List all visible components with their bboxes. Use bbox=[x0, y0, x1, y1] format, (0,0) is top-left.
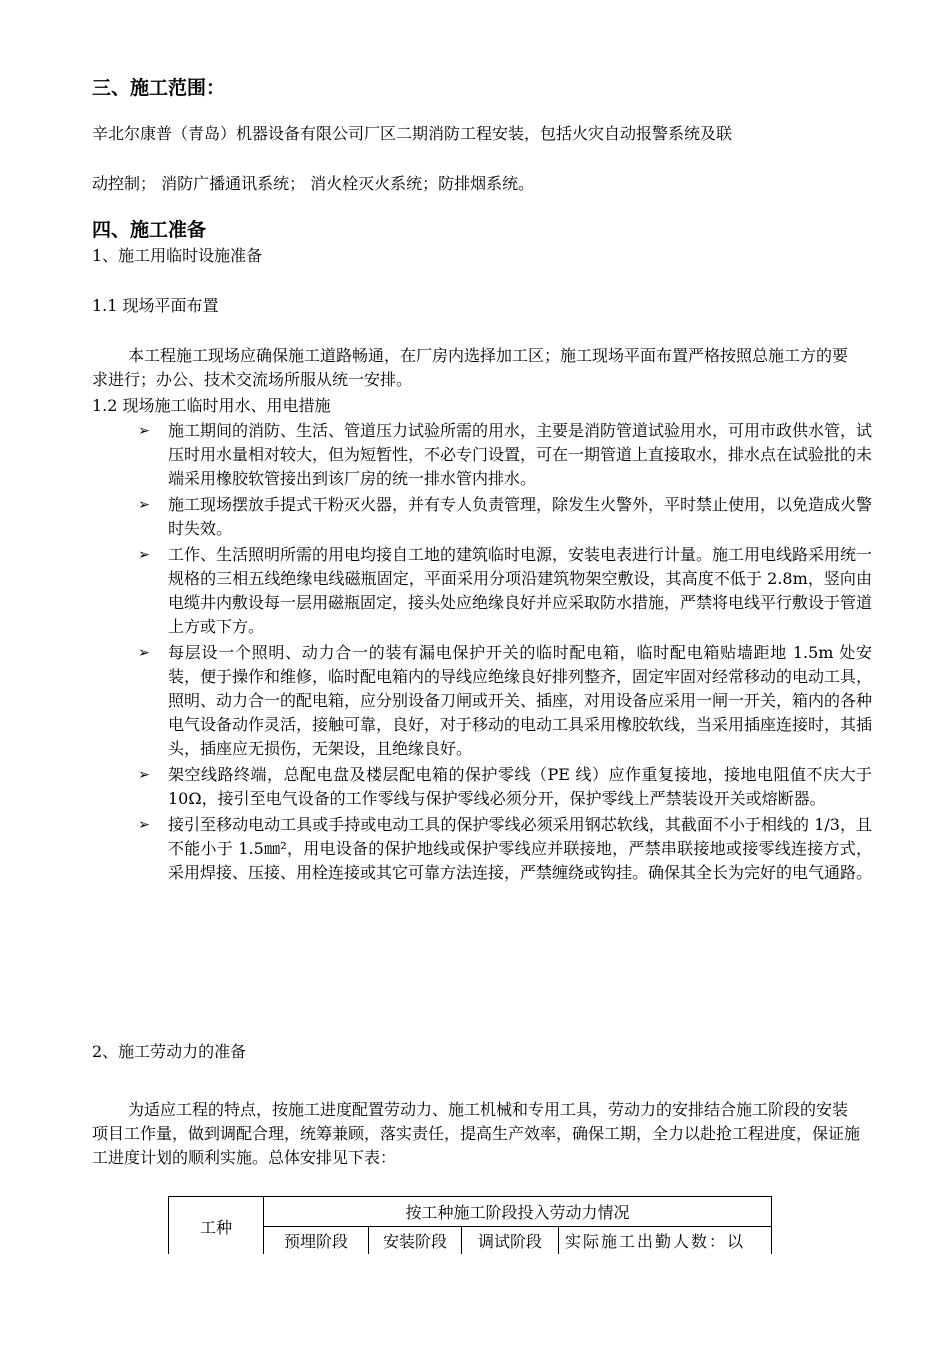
arrow-bullet-icon: ➢ bbox=[138, 767, 150, 783]
list-item-text: 施工现场摆放手提式干粉灭火器，并有专人负责管理，除发生火警外，平时禁止使用，以免造成火警时失效。 bbox=[168, 495, 873, 538]
arrow-bullet-icon: ➢ bbox=[138, 497, 150, 513]
list-item bbox=[92, 641, 872, 761]
scope-line-1: 辛北尔康普（青岛）机器设备有限公司厂区二期消防工程安装，包括火灾自动报警系统及联 bbox=[92, 124, 733, 143]
paragraph-labor: 为适应工程的特点，按施工进度配置劳动力、施工机械和专用工具，劳动力的安排结合施工阶段的安装项目工作量，做到调配合理，统筹兼顾，落实责任，提高生产效率，确保工期，全力以赴抢工程进度，保证施工进度计划的顺利实施。总体安排见下表： bbox=[92, 1100, 861, 1167]
list-item-text: 架空线路终端，总配电盘及楼层配电箱的保护零线（PE 线）应作重复接地，接地电阻值不庆大于 10Ω，接引至电气设备的工作零线与保护零线必须分开，保护零线上严禁装设开关或熔断器。 bbox=[168, 765, 872, 808]
subheading-1: 1、施工用临时设施准备 bbox=[92, 246, 263, 265]
list-item-text: 每层设一个照明、动力合一的装有漏电保护开关的临时配电箱，临时配电箱贴墙距地 1.5m 处安装，便于操作和维修，临时配电箱内的导线应绝缘良好排列整齐，固定牢固对经常移动的电动工具，照明、动力合一的配电箱，应分别设备刀闸或开关、插座，对用设备应采用一闸一开关，箱内的各种电气设备动作灵活，接触可靠，良好，对于移动的电动工具采用橡胶软线，当采用插座连接时，其插头，插座应无损伤，无架设，且绝缘良好。 bbox=[168, 643, 873, 758]
subheading-2: 2、施工劳动力的准备 bbox=[92, 1042, 247, 1061]
subheading-1-1: 1.1 现场平面布置 bbox=[92, 296, 219, 315]
arrow-bullet-icon: ➢ bbox=[138, 645, 150, 661]
page-bottom-margin bbox=[160, 1254, 800, 1354]
arrow-bullet-icon: ➢ bbox=[138, 423, 150, 439]
list-item bbox=[92, 763, 872, 811]
list-item bbox=[92, 419, 872, 491]
section-3-heading: 三、施工范围： bbox=[92, 77, 226, 99]
table-header-stage: 预埋阶段 bbox=[264, 1226, 369, 1256]
section-4-heading: 四、施工准备 bbox=[92, 219, 207, 241]
table-header-stage: 调试阶段 bbox=[462, 1226, 559, 1256]
table-header-stage: 安装阶段 bbox=[369, 1226, 462, 1256]
subheading-1-2: 1.2 现场施工临时用水、用电措施 bbox=[92, 396, 331, 415]
table-row bbox=[169, 1197, 772, 1227]
list-item bbox=[92, 543, 872, 639]
table-header-kind: 工种 bbox=[169, 1197, 264, 1256]
list-item bbox=[92, 813, 872, 885]
bullet-list bbox=[92, 419, 872, 887]
arrow-bullet-icon: ➢ bbox=[138, 817, 150, 833]
arrow-bullet-icon: ➢ bbox=[138, 547, 150, 563]
table-header-span: 按工种施工阶段投入劳动力情况 bbox=[264, 1197, 772, 1227]
paragraph-site-layout: 本工程施工现场应确保施工道路畅通，在厂房内选择加工区；施工现场平面布置严格按照总施工方的要求进行；办公、技术交流场所服从统一安排。 bbox=[92, 346, 849, 389]
list-item-text: 接引至移动电动工具或手持或电动工具的保护零线必须采用钢芯软线，其截面不小于相线的 1/3，且不能小于 1.5㎜²，用电设备的保护地线或保护零线应并联接地，严禁串联接地或接零线连接方式，采用焊接、压接、用栓连接或其它可靠方法连接，严禁缠绕或钩挂。确保其全长为完好的电气通路。 bbox=[168, 815, 873, 882]
table-header-stage: 实际施工出勤人数：以 bbox=[559, 1226, 772, 1256]
list-item-text: 施工期间的消防、生活、管道压力试验所需的用水，主要是消防管道试验用水，可用市政供水管，试压时用水量相对较大，但为短暂性，不必专门设置，可在一期管道上直接取水，排水点在试验批的未端采用橡胶软管接出到该厂房的统一排水管内排水。 bbox=[168, 421, 873, 488]
labor-table bbox=[168, 1196, 772, 1256]
list-item-text: 工作、生活照明所需的用电均接自工地的建筑临时电源，安装电表进行计量。施工用电线路采用统一规格的三相五线绝缘电线磁瓶固定，平面采用分项沿建筑物架空敷设，其高度不低于 2.8m，竖向由电缆井内敷设每一层用磁瓶固定，接头处应绝缘良好并应采取防水措施，严禁将电线平行敷设于管道上方或下方。 bbox=[168, 545, 873, 636]
scope-line-2: 动控制； 消防广播通讯系统； 消火栓灭火系统；防排烟系统。 bbox=[92, 174, 535, 193]
list-item bbox=[92, 493, 872, 541]
